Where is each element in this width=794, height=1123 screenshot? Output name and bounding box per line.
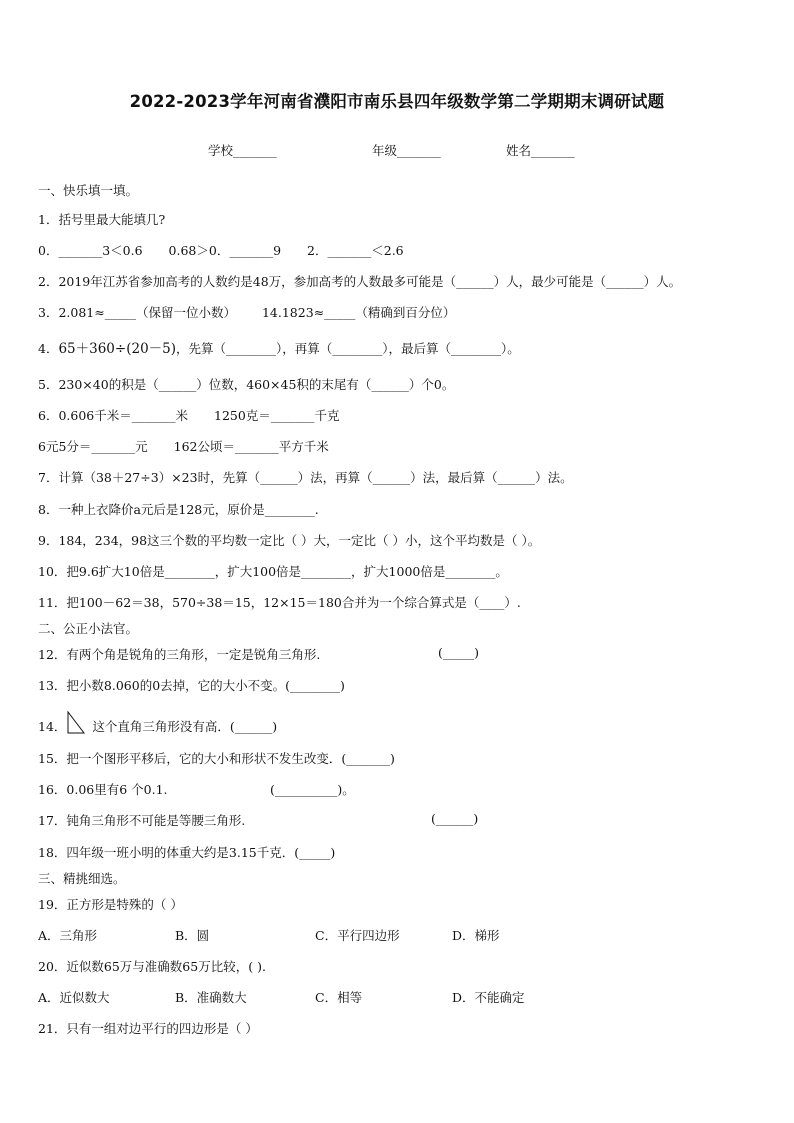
question-19-option-a[interactable]: A．三角形	[38, 928, 98, 943]
question-8[interactable]: 8．一种上衣降价a元后是128元，原价是________.	[38, 502, 319, 517]
question-12: 12．有两个角是锐角的三角形，一定是锐角三角形.	[38, 647, 321, 662]
question-14	[38, 711, 277, 735]
question-6-part-b[interactable]: 1250克＝_______千克	[214, 408, 340, 423]
question-16: 16．0.06里有6 个0.1.	[38, 782, 168, 797]
question-19-option-c[interactable]: C．平行四边形	[315, 928, 400, 943]
question-10[interactable]: 10．把9.6扩大10倍是________，扩大100倍是________，扩大1000倍是________。	[38, 564, 508, 579]
question-12-answer-blank[interactable]: (_____)	[438, 645, 480, 660]
page-title: 2022-2023学年河南省濮阳市南乐县四年级数学第二学期期末调研试题	[129, 92, 665, 111]
question-20-option-c[interactable]: C．相等	[315, 990, 363, 1005]
question-20-option-b[interactable]: B．准确数大	[175, 990, 247, 1005]
question-19-option-b[interactable]: B．圆	[175, 928, 210, 943]
question-1-stem: 1．括号里最大能填几?	[38, 212, 166, 227]
question-15[interactable]: 15．把一个图形平移后，它的大小和形状不发生改变．(_______)	[38, 751, 395, 766]
question-6-row-2	[38, 437, 329, 455]
question-20: 20．近似数65万与准确数65万比较，( ).	[38, 959, 266, 974]
question-6-part-d[interactable]: 162公顷＝_______平方千米	[173, 439, 329, 454]
question-6-row-1	[38, 406, 340, 424]
section-heading-fill: 一、快乐填一填。	[38, 183, 139, 198]
question-19-option-d[interactable]: D．梯形	[452, 928, 500, 943]
question-6-part-a[interactable]: 6．0.606千米＝_______米	[38, 408, 188, 423]
question-4-expression: 65＋360÷(20－5)	[58, 341, 177, 357]
question-3-part-a[interactable]: 3．2.081≈_____（保留一位小数）	[38, 305, 236, 320]
right-triangle-figure	[66, 711, 86, 735]
question-14-text[interactable]: 这个直角三角形没有高．(______)	[92, 719, 278, 734]
school-field[interactable]: 学校_______	[208, 143, 277, 158]
question-20-option-d[interactable]: D．不能确定	[452, 990, 525, 1005]
question-5[interactable]: 5．230×40的积是（______）位数，460×45积的末尾有（______）个0。	[38, 377, 455, 392]
question-4-blanks[interactable]: ，先算（________），再算（________），最后算（________）。	[176, 341, 520, 356]
question-21: 21．只有一组对边平行的四边形是（ ）	[38, 1021, 258, 1036]
question-16-answer-blank[interactable]: (__________)。	[270, 782, 355, 797]
question-1-parts	[38, 241, 404, 259]
question-13[interactable]: 13．把小数8.060的0去掉，它的大小不变。(________)	[38, 678, 345, 693]
question-3	[38, 303, 455, 321]
question-20-option-a[interactable]: A．近似数大	[38, 990, 110, 1005]
question-1-part-c[interactable]: 2．_______＜2.6	[307, 243, 404, 258]
question-1-part-a[interactable]: 0．_______3＜0.6	[38, 243, 143, 258]
question-14-number: 14．	[38, 719, 67, 734]
question-6-part-c[interactable]: 6元5分＝_______元	[38, 439, 148, 454]
question-9[interactable]: 9．184，234，98这三个数的平均数一定比（ ）大，一定比（ ）小，这个平均数是（ ）。	[38, 533, 541, 548]
question-17-answer-blank[interactable]: (______)	[431, 811, 479, 826]
question-17: 17．钝角三角形不可能是等腰三角形.	[38, 813, 246, 828]
question-7[interactable]: 7．计算（38＋27÷3）×23时，先算（______）法，再算（______）法，最后算（______）法。	[38, 470, 573, 485]
section-heading-choice: 三、精挑细选。	[38, 871, 126, 886]
question-3-part-b[interactable]: 14.1823≈_____（精确到百分位）	[261, 305, 456, 320]
question-19: 19．正方形是特殊的（ ）	[38, 897, 183, 912]
name-field[interactable]: 姓名_______	[506, 143, 575, 158]
question-4-number: 4．	[38, 341, 59, 356]
question-1-part-b[interactable]: 0.68＞0．_______9	[168, 243, 282, 258]
question-2[interactable]: 2．2019年江苏省参加高考的人数约是48万，参加高考的人数最多可能是（______）人，最少可能是（______）人。	[38, 274, 682, 289]
question-4	[38, 337, 520, 357]
section-heading-judge: 二、公正小法官。	[38, 621, 139, 636]
question-11[interactable]: 11．把100－62＝38，570÷38＝15，12×15＝180合并为一个综合算式是（____）.	[38, 595, 521, 610]
grade-field[interactable]: 年级_______	[372, 143, 441, 158]
question-18[interactable]: 18．四年级一班小明的体重大约是3.15千克．(_____)	[38, 845, 336, 860]
